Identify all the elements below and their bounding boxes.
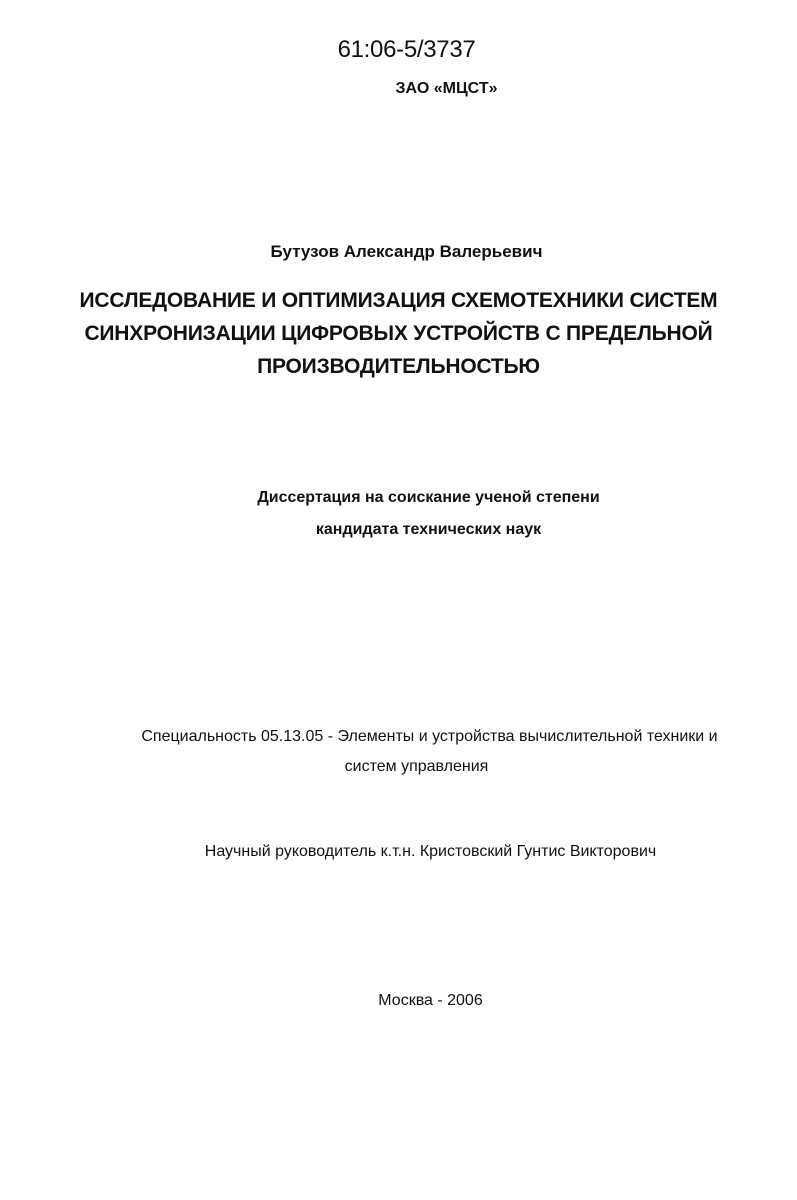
degree-statement	[30, 482, 797, 546]
dissertation-title-line: ПРОИЗВОДИТЕЛЬНОСТЬЮ	[257, 355, 540, 378]
author-name: Бутузов Александр Валерьевич	[270, 242, 543, 261]
archive-code: 61:06-5/3737	[337, 36, 476, 63]
publisher: ЗАО «МЦСТ»	[395, 80, 498, 97]
dissertation-title-line: СИНХРОНИЗАЦИИ ЦИФРОВЫХ УСТРОЙСТВ С ПРЕДЕЛЬНОЙ	[84, 322, 713, 345]
city-year: Москва - 2006	[378, 992, 483, 1009]
dissertation-title	[0, 284, 797, 383]
dissertation-title-line: ИССЛЕДОВАНИЕ И ОПТИМИЗАЦИЯ СХЕМОТЕХНИКИ СИСТЕМ	[79, 289, 718, 312]
degree-statement-line: кандидата технических наук	[315, 521, 542, 538]
specialty-statement-line: Специальность 05.13.05 - Элементы и устройства вычислительной техники и	[141, 728, 718, 745]
degree-statement-line: Диссертация на соискание ученой степени	[257, 489, 600, 506]
scientific-supervisor: Научный руководитель к.т.н. Кристовский Гунтис Викторович	[204, 843, 657, 860]
specialty-statement-line: систем управления	[344, 758, 489, 775]
specialty-statement	[31, 722, 797, 782]
